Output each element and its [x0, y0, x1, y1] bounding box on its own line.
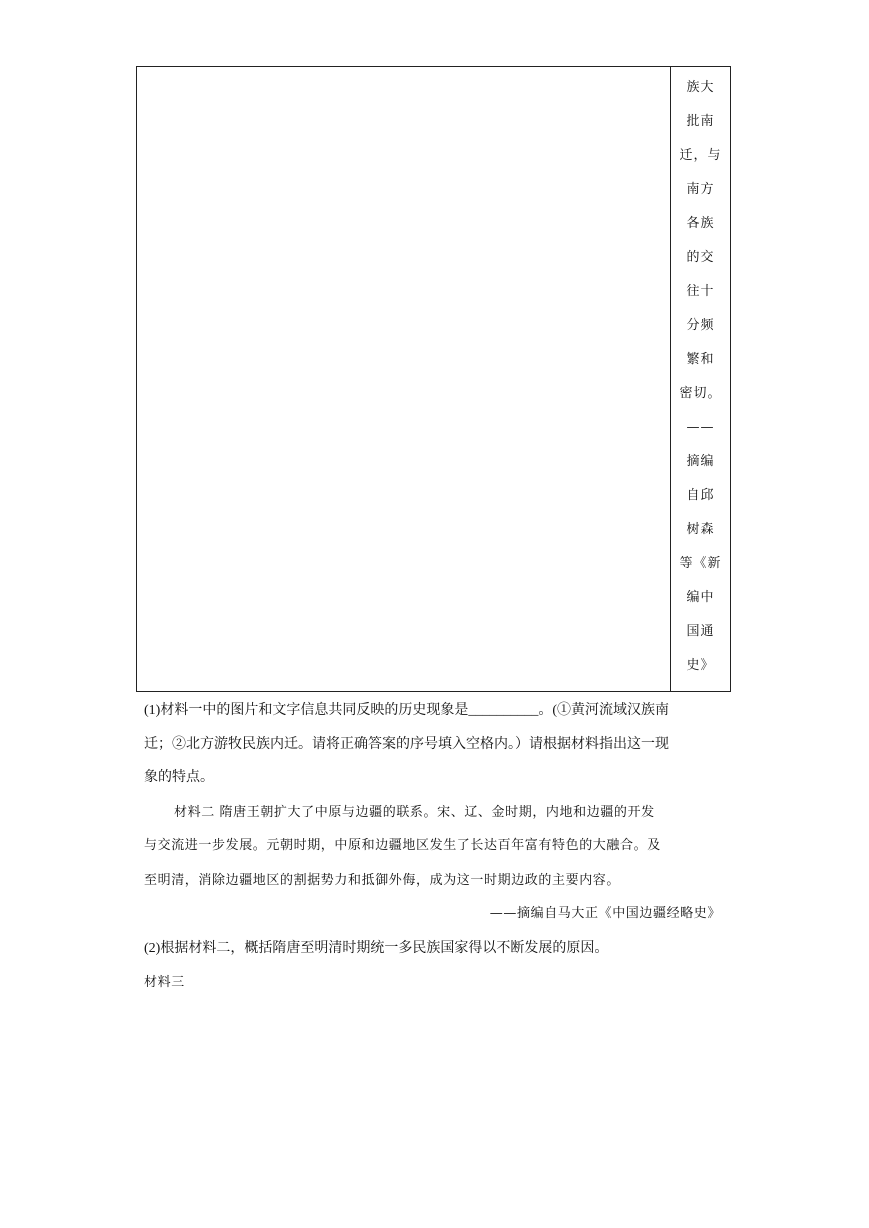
- question-one-line: 象的特点。: [144, 770, 214, 785]
- material-two-line: 至明清，消除边疆地区的割据势力和抵御外侮，成为这一时期边政的主要内容。: [144, 873, 621, 888]
- side-text-line: 编中: [686, 590, 715, 605]
- material-two-source: ——摘编自马大正《中国边疆经略史》: [489, 906, 721, 921]
- side-text-line: 往十: [686, 284, 715, 299]
- side-text-line: 迁，与: [679, 148, 722, 163]
- side-text-line: ——: [686, 420, 715, 435]
- side-text-line: 摘编: [686, 454, 715, 469]
- question-two-line: (2)根据材料二，概括隋唐至明清时期统一多民族国家得以不断发展的原因。: [144, 941, 609, 956]
- side-text-line: 批南: [686, 114, 715, 129]
- material-two-line: 与交流进一步发展。元朝时期，中原和边疆地区发生了长达百年富有特色的大融合。及: [144, 838, 661, 853]
- material-three-label: 材料三: [144, 975, 185, 990]
- side-text-line: 树森: [686, 522, 715, 537]
- side-text-line: 的交: [686, 250, 715, 265]
- side-text-line: 繁和: [686, 352, 715, 367]
- question-one-line: (1)材料一中的图片和文字信息共同反映的历史现象是__________。(①黄河流域汉族南: [144, 703, 669, 718]
- side-text-line: 分频: [686, 318, 715, 333]
- material-one-text-cell: [671, 67, 730, 691]
- side-text-line: 密切。: [679, 386, 722, 401]
- side-text-line: 国通: [686, 624, 715, 639]
- side-text-line: 等《新: [679, 556, 722, 571]
- side-text-line: 各族: [686, 216, 715, 231]
- material-two-line: 材料二 隋唐王朝扩大了中原与边疆的联系。宋、辽、金时期，内地和边疆的开发: [174, 805, 655, 820]
- side-text-line: 南方: [686, 182, 715, 197]
- side-text-line: 自邱: [686, 488, 715, 503]
- material-one-table: [136, 66, 731, 692]
- question-one-line: 迁；②北方游牧民族内迁。请将正确答案的序号填入空格内。）请根据材料指出这一现: [144, 737, 669, 752]
- side-text-line: 族大: [686, 80, 715, 95]
- side-text-line: 史》: [686, 658, 715, 673]
- material-one-image-cell: [137, 67, 671, 691]
